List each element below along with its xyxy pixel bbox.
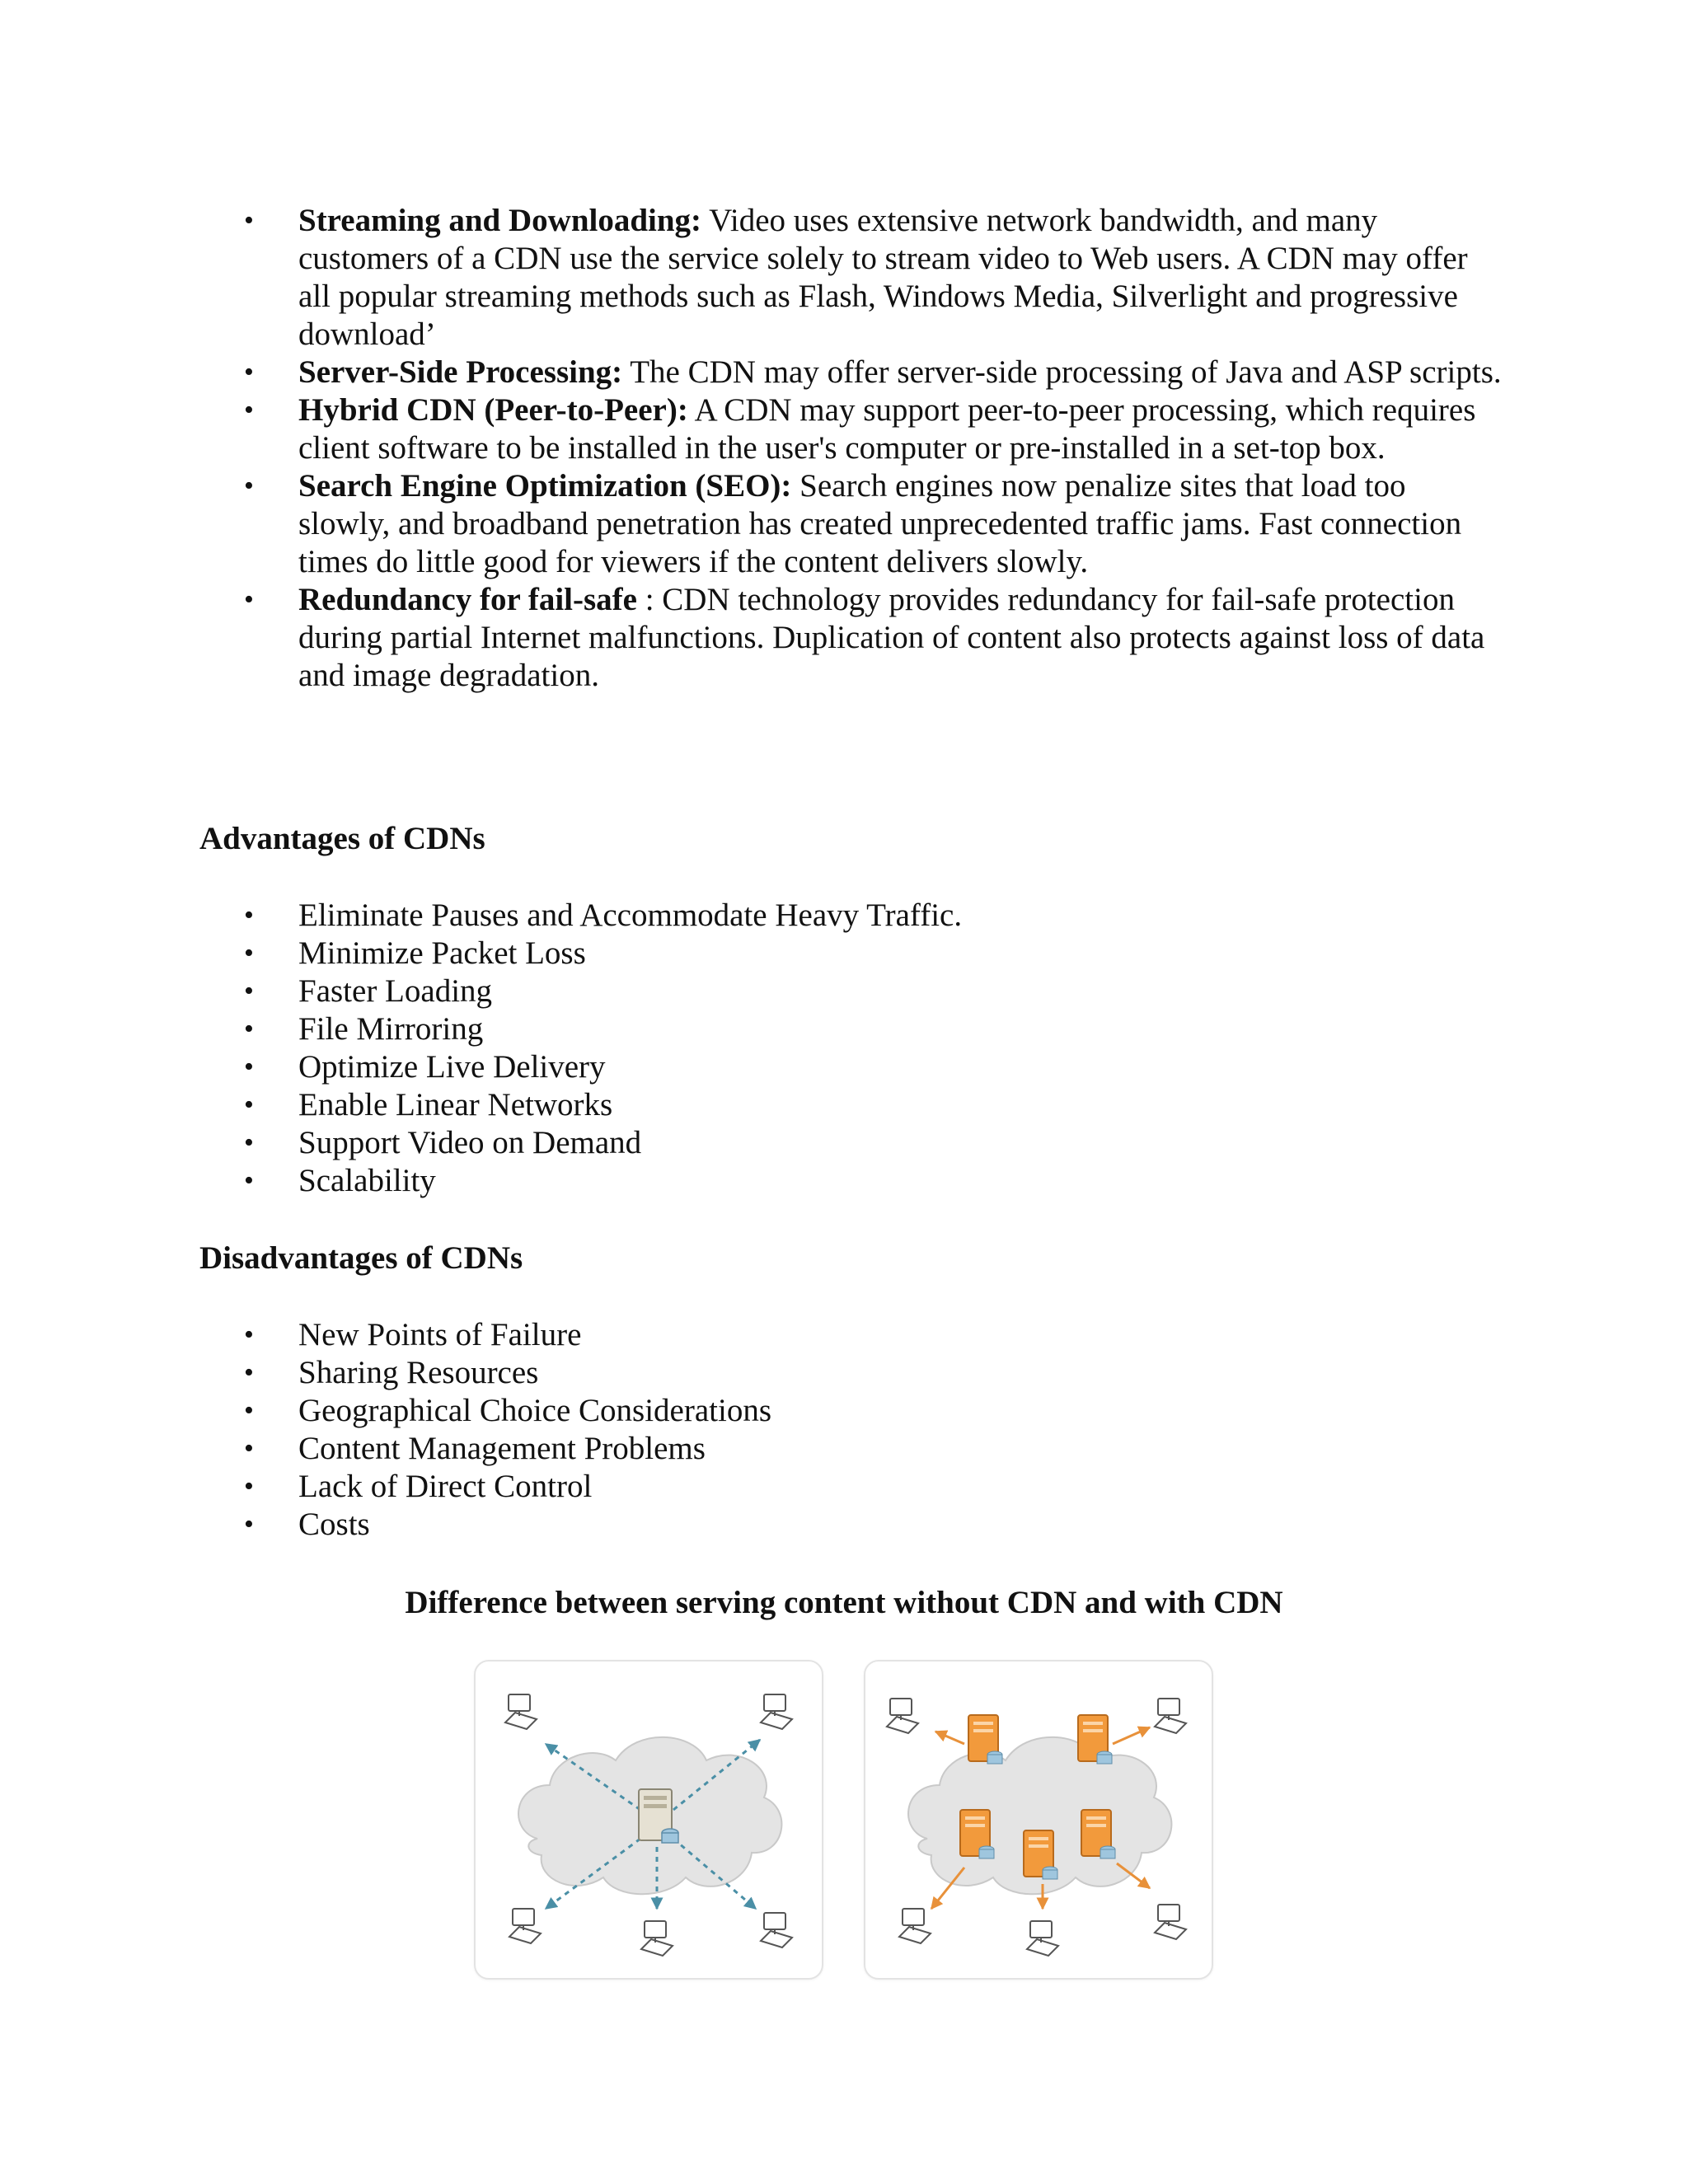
list-item — [0, 1430, 1502, 1468]
disadvantage-text: Costs — [298, 1507, 370, 1542]
disadvantage-text: Content Management Problems — [298, 1431, 706, 1466]
diagram-with-cdn — [864, 1660, 1213, 1980]
bullet: • — [244, 1052, 254, 1082]
bullet: • — [244, 357, 254, 387]
feature-term: Streaming and Downloading: — [298, 203, 702, 238]
with-cdn-illustration — [865, 1661, 1212, 1978]
disadvantage-text: Lack of Direct Control — [298, 1469, 593, 1504]
feature-term: Search Engine Optimization (SEO): — [298, 468, 792, 504]
list-item — [0, 1010, 1502, 1048]
bullet: • — [244, 395, 254, 425]
bullet: • — [244, 1357, 254, 1388]
advantage-text: Optimize Live Delivery — [298, 1049, 606, 1085]
advantage-text: Support Video on Demand — [298, 1125, 642, 1160]
feature-text: Search engines now penalize sites that load too slowly, and broadband penetration has created unprecedented traffic jams. Fast connection times do little good for viewers if the content delivers slowly. — [298, 468, 1462, 579]
disadvantage-text: Sharing Resources — [298, 1355, 539, 1390]
bullet: • — [244, 1090, 254, 1120]
list-item — [0, 1086, 1502, 1124]
bullet: • — [244, 471, 254, 501]
advantage-text: Faster Loading — [298, 973, 493, 1009]
feature-text: A CDN may support peer-to-peer processing, which requires client software to be installed in the user's computer or pre-installed in a set-top box. — [298, 392, 1476, 466]
bullet: • — [244, 584, 254, 615]
advantages-heading: Advantages of CDNs — [199, 821, 485, 856]
list-item — [0, 972, 1502, 1010]
advantage-text: Minimize Packet Loss — [298, 935, 586, 971]
bullet: • — [244, 938, 254, 968]
diagram-without-cdn — [474, 1660, 823, 1980]
feature-text: Video uses extensive network bandwidth, and many customers of a CDN use the service solely to stream video to Web users. A CDN may offer all popular streaming methods such as Flash, Windows Media, Silverlight and progressive download’ — [298, 203, 1468, 352]
figure-caption: Difference between serving content without CDN and with CDN — [405, 1585, 1283, 1620]
advantage-text: Eliminate Pauses and Accommodate Heavy Traffic. — [298, 898, 963, 933]
without-cdn-illustration — [476, 1661, 822, 1978]
feature-text: : CDN technology provides redundancy for fail-safe protection during partial Internet malfunctions. Duplication of content also protects against loss of data and image degradation. — [298, 582, 1485, 693]
feature-term: Server-Side Processing: — [298, 354, 623, 390]
advantage-text: Enable Linear Networks — [298, 1087, 613, 1122]
bullet: • — [244, 1127, 254, 1158]
bullet: • — [244, 1509, 254, 1540]
list-item — [0, 1506, 1502, 1544]
advantage-text: File Mirroring — [298, 1011, 484, 1047]
list-item — [0, 1316, 1502, 1354]
disadvantages-list — [0, 1316, 1502, 1544]
feature-term: Hybrid CDN (Peer-to-Peer): — [298, 392, 688, 428]
list-item — [0, 897, 1502, 935]
advantages-list — [0, 897, 1502, 1200]
bullet: • — [244, 1395, 254, 1426]
list-item — [0, 1162, 1502, 1200]
bullet: • — [244, 1014, 254, 1044]
bullet: • — [244, 205, 254, 236]
disadvantage-text: Geographical Choice Considerations — [298, 1393, 772, 1428]
list-item — [0, 581, 1502, 695]
list-item — [0, 202, 1502, 354]
bullet: • — [244, 976, 254, 1006]
bullet: • — [244, 1165, 254, 1196]
list-item — [0, 467, 1502, 581]
disadvantage-text: New Points of Failure — [298, 1317, 582, 1352]
list-item — [0, 1468, 1502, 1506]
list-item — [0, 1354, 1502, 1392]
list-item — [0, 935, 1502, 972]
list-item — [0, 1392, 1502, 1430]
list-item — [0, 1124, 1502, 1162]
list-item — [0, 1048, 1502, 1086]
advantage-text: Scalability — [298, 1163, 436, 1198]
feature-text: The CDN may offer server-side processing of Java and ASP scripts. — [622, 354, 1502, 390]
disadvantages-heading: Disadvantages of CDNs — [199, 1240, 523, 1276]
bullet: • — [244, 900, 254, 930]
bullet: • — [244, 1471, 254, 1502]
origin-server-icon — [639, 1789, 678, 1843]
feature-term: Redundancy for fail-safe — [298, 582, 637, 617]
bullet: • — [244, 1319, 254, 1350]
list-item — [0, 391, 1502, 467]
features-list — [0, 202, 1502, 695]
bullet: • — [244, 1433, 254, 1464]
list-item — [0, 354, 1502, 391]
